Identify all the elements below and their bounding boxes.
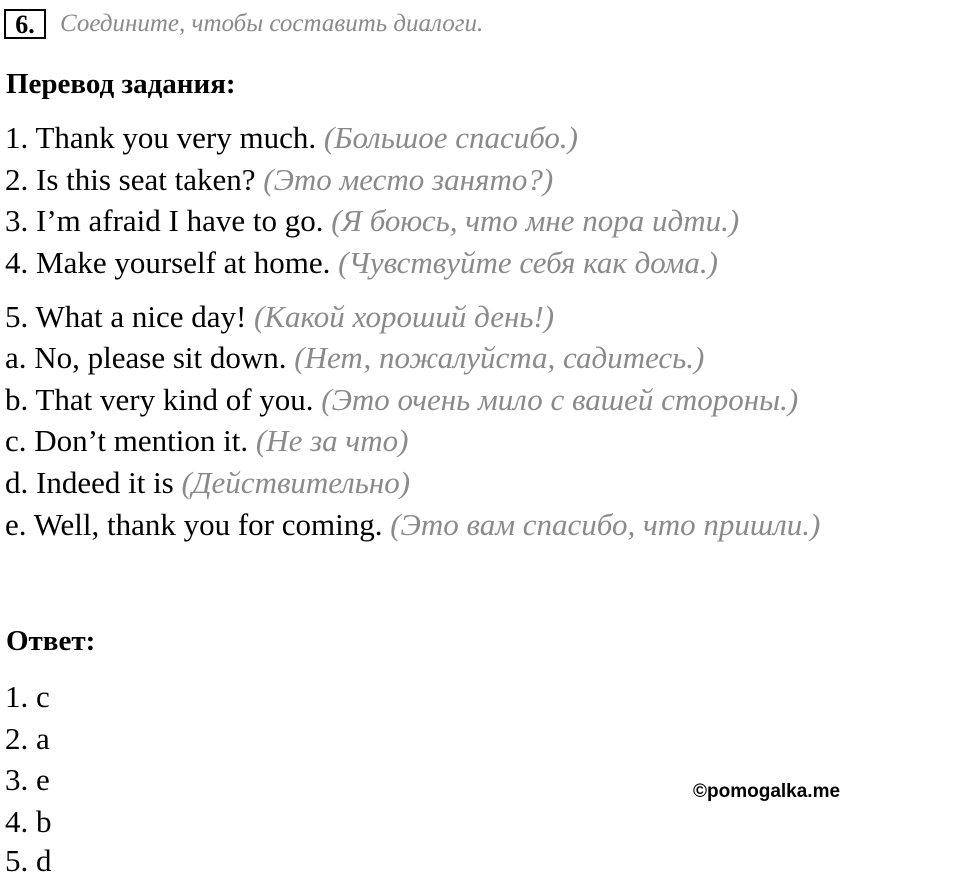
answer-item: 4. b [5,804,52,839]
task-instruction: Соедините, чтобы составить диалоги. [60,10,484,37]
answer-heading: Ответ: [6,625,96,657]
answer-item: 1. c [5,679,50,714]
item-text: 4. Make yourself at home. [5,245,331,280]
list-item [5,120,578,156]
list-item [5,203,739,239]
list-item [5,465,410,501]
translation-heading: Перевод задания: [6,68,236,100]
task-number: 6. [4,9,46,39]
item-translation: (Это место занято?) [263,162,554,197]
answer-item: 3. e [5,762,50,797]
answer-item: 2. a [5,721,50,756]
item-translation: (Не за что) [255,423,409,458]
list-item [5,382,798,418]
list-item [5,245,718,281]
item-translation: (Большое спасибо.) [323,120,578,155]
item-text: 5. What a nice day! [5,299,247,334]
item-text: c. Don’t mention it. [5,423,249,458]
list-item [5,423,408,459]
item-text: 2. Is this seat taken? [5,162,256,197]
item-translation: (Это очень мило с вашей стороны.) [321,382,799,417]
item-translation: (Нет, пожалуйста, садитесь.) [294,340,705,375]
item-translation: (Я боюсь, что мне пора идти.) [331,203,740,238]
item-text: b. That very kind of you. [5,382,314,417]
item-translation: (Чувствуйте себя как дома.) [338,245,718,280]
item-translation: (Действительно) [181,465,411,500]
item-translation: (Это вам спасибо, что пришли.) [390,507,821,542]
item-text: 1. Thank you very much. [5,120,317,155]
list-item [5,162,553,198]
item-text: a. No, please sit down. [5,340,287,375]
task-header [4,6,483,42]
list-item [5,507,820,543]
item-translation: (Какой хороший день!) [254,299,555,334]
answer-item: 5. d [5,843,52,878]
list-item [5,340,704,376]
watermark: ©pomogalka.me [693,781,841,802]
list-item [5,299,554,335]
item-text: e. Well, thank you for coming. [5,507,383,542]
item-text: d. Indeed it is [5,465,174,500]
item-text: 3. I’m afraid I have to go. [5,203,324,238]
